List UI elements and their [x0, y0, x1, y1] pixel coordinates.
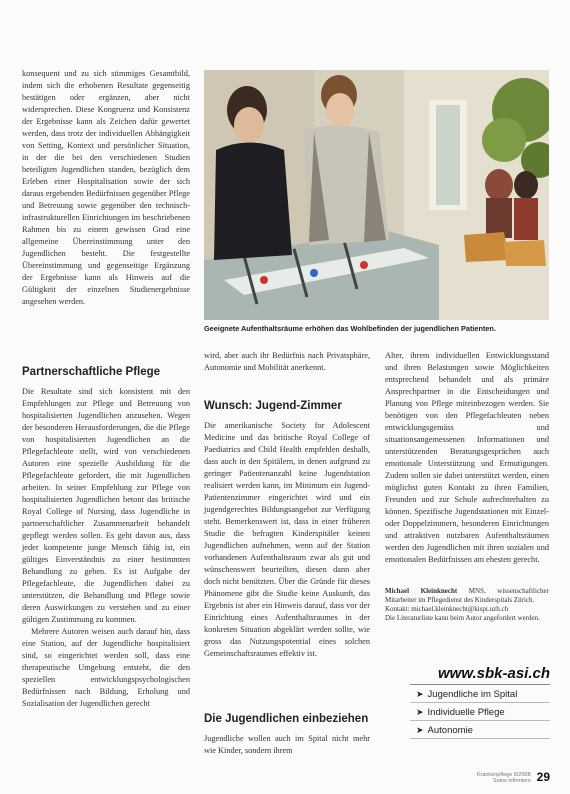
column-1-body — [22, 386, 190, 710]
heading-die-jugendlichen-einbeziehen: Die Jugendlichen einbeziehen — [204, 713, 369, 725]
column-2-body — [204, 420, 370, 660]
author-box — [385, 587, 549, 623]
photo-caption: Geeignete Aufenthaltsräume erhöhen das Wohlbefinden der jugendlichen Patienten. — [204, 324, 496, 333]
paragraph: Die Resultate sind sich konsistent mit den Empfehlungen zur Pflege und Betreuung von hospitalisierten Jugendlichen anzusehen. Wegen der besonderen Herausforderungen, die die Pflege von hospitalisierten Jugendlichen an die Pflegefachleute stellt, wird von verschiedenen Autoren eine spezielle Ausbildung für die Pflegefachleute gefordert, die mit Jugendlichen arbeiten. In seiner Empfehlung zur Pflege von hospitalisierten Jugendlichen betont das britische Royal College of Nursing, dass Jugendliche in partnerschaftlicher Zusammenarbeit behandelt gepflegt werden sollen. Es geht davon aus, dass jeder kompetente junge Mensch fähig ist, ein gültiges Einverständnis zu einer bestimmten Behandlung zu geben. Es ist Aufgabe der Pflegefachleute, die Jugendlichen dabei zu unterstützen, die Behandlung und Pflege sowie deren Auswirkungen zu verstehen und zu einer gültigen Zustimmung zu kommen. — [22, 387, 190, 624]
column-1-intro — [22, 68, 190, 308]
magazine-line: Krankenpflege 8/2008 — [476, 772, 531, 778]
heading-wunsch-jugend-zimmer: Wunsch: Jugend-Zimmer — [204, 400, 342, 412]
magazine-line: Soins infirmiers — [493, 778, 531, 784]
topic-link[interactable] — [410, 703, 550, 721]
topic-link-label: Individuelle Pflege — [427, 707, 505, 718]
page-number: 29 — [536, 770, 550, 784]
topic-link[interactable] — [410, 721, 550, 739]
page-footer — [477, 770, 550, 784]
column-3-body — [385, 350, 549, 566]
topic-link-label: Jugendliche im Spital — [427, 689, 518, 700]
author-contact: Kontakt: michael.kleinknecht@kispi.uzh.ch — [385, 605, 509, 613]
paragraph: konsequent und zu sich stimmiges Gesamtbild, indem sich die erhobenen Resultate gegenseitig bestätigen oder ergänzen, aber nicht widersprechen. Diese Kongruenz und Konsistenz der Ergebnisse kann als Zeichen dafür gewertet werden, dass trotz der individuellen Abhängigkeit von Setting, Kontext und persönlicher Situation, in der die bei den verschiedenen Studien beteiligten Jugendlichen standen, bezüglich dem Erleben einer Hospitalisation sowie der sich daraus ergebenden Bedürfnissen gegenüber Pflege und Betreuung sowie gegenüber den technisch-infrastrukturellen Einrichtungen im beschriebenen Rahmen bis zu einem gewissen Grad eine allgemeine Übereinstimmung unter den Jugendlichen besteht. Die festgestellte Übereinstimmung und gegenseitige Ergänzung der Ergebnisse kann als Hinweis auf die Gültigkeit der einzelnen Studienergebnisse angesehen werden. — [22, 69, 190, 306]
paragraph: Mehrere Autoren weisen auch darauf hin, dass eine Station, auf der Jugendliche hospitalisiert sind, so eingerichtet werden soll, dass eine therapeutische Umgebung entsteht, die den speziellen entwicklungspsychologischen Bedürfnissen nach Bildung, Erholung und Sozialisation der Jugendlichen gerecht — [22, 627, 190, 708]
column-2-intro — [204, 350, 370, 374]
author-name: Michael Kleinknecht — [385, 587, 458, 595]
paragraph: Die amerikanische Society for Adolescent Medicine und das britische Royal College of Paediatrics and Child Health empfehlen deshalb, dass auch in den Spitälern, in denen aufgrund zu geringer Patientenanzahl keine Jugendstation realisiert werden kann, im Minimum ein Jugend-Patientenzimmer eingerichtet wird und ein jugendgerechtes Bildungsangebot zur Verfügung steht. Bemerkenswert ist, dass in einer früheren Studie die befragten Kinderspitäler keinen Jugendlichen aufnehmen, wenn auf der Station vorhandenen Aufenthaltsraum zwar als gut und wünschenswert beurteilten, diesen dann aber doch nicht benützten. Über die Gründe für dieses Phänomene gibt die Studie keine Auskunft, das Ergebnis ist aber ein Hinweis darauf, dass vor der Einrichtung eines Aufenthaltsraumes in der konkreten Situation abgeklärt werden sollte, wie gross das Nutzungspotential eines solchen Gemeinschaftsraumes effektiv ist. — [204, 421, 370, 658]
photo-illustration — [204, 70, 549, 320]
arrow-right-icon: ➤ — [416, 725, 424, 735]
author-info: MNS, wissenschaftlicher Mitarbeiter im Pflegedienst des Kinderspitals Zürich. — [385, 587, 549, 604]
topic-link-label: Autonomie — [427, 725, 473, 736]
topic-link[interactable] — [410, 685, 550, 703]
arrow-right-icon: ➤ — [416, 689, 424, 699]
magazine-name — [477, 772, 531, 784]
column-2-end — [204, 733, 370, 757]
heading-partnerschaftliche-pflege: Partnerschaftliche Pflege — [22, 366, 161, 378]
sbk-url-link[interactable]: www.sbk-asi.ch — [410, 665, 550, 685]
paragraph: Jugendliche wollen auch im Spital nicht mehr wie Kinder, sondern ihrem — [204, 734, 370, 755]
paragraph: wird, aber auch ihr Bedürfnis nach Privatsphäre, Autonomie und Mobilität anerkennt. — [204, 351, 370, 372]
photo-teenagers-foosball — [204, 70, 549, 320]
sbk-topic-links — [410, 685, 550, 739]
arrow-right-icon: ➤ — [416, 707, 424, 717]
paragraph: Alter, ihrem individuellen Entwicklungsstand und ihren Belastungen sowie Möglichkeiten entsprechend behandelt und als primäre Ansprechpartner in die Entscheidungen und Planung von Pflege miteinbezogen werden. Sie benötigen von den Pflegefachleuten neben entwicklungsgemäss und situationsangemessenen Informationen und unterstützenden Beratungsgesprächen auch emotionale Unterstützung und Ermutigungen. Zudem sollen sie dabei unterstützt werden, einen möglichst guten Kontakt zu ihren Familien, Freunden und zur Schule aufrechterhalten zu können. Spezifische Jugendstationen mit Einzel- oder Doppelzimmern, besonderen Einrichtungen und attraktiven nutzbaren Aufenthaltsräumen werden den Jugendlichen mit ihren sozialen und emotionalen Bedürfnissen am ehesten gerecht. — [385, 351, 549, 564]
literature-note: Die Literaturliste kann beim Autor angefordert werden. — [385, 614, 540, 622]
sbk-link-box — [410, 665, 550, 739]
